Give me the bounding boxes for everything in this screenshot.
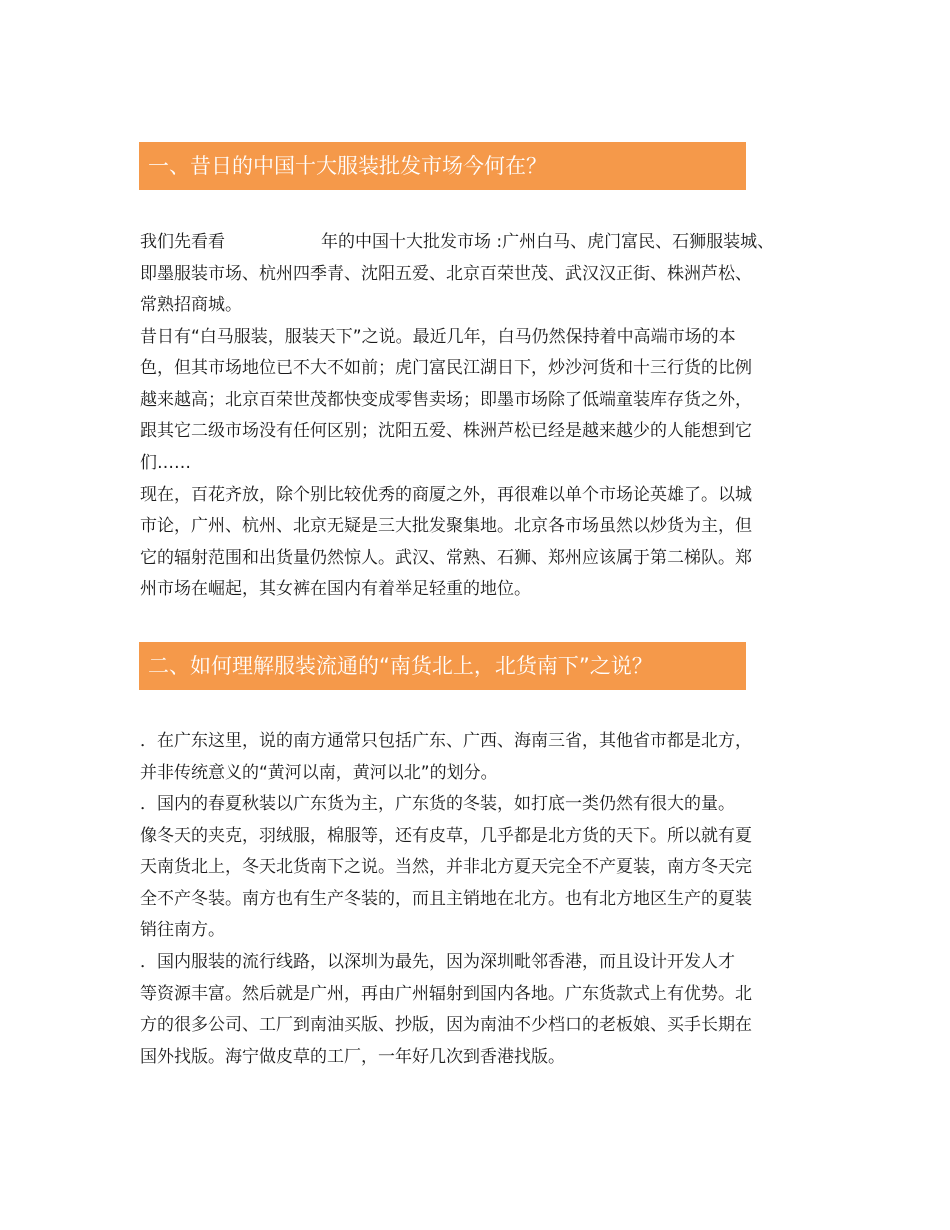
paragraph-line: 昔日有“白马服装，服装天下”之说。最近几年，白马仍然保持着中高端市场的本 (140, 327, 736, 347)
paragraph-line: ．国内的春夏秋装以广东货为主，广东货的冬装，如打底一类仍然有很大的量。 (140, 794, 735, 814)
paragraph-line: 常熟招商城。 (140, 295, 242, 315)
paragraph-line: 即墨服装市场、杭州四季青、沈阳五爱、北京百荣世茂、武汉汉正街、株洲芦松、 (140, 264, 752, 284)
paragraph-line: ．国内服装的流行线路，以深圳为最先，因为深圳毗邻香港，而且设计开发人才 (140, 952, 735, 972)
paragraph-line: 现在，百花齐放，除个别比较优秀的商厦之外，再很难以单个市场论英雄了。以城 (140, 485, 752, 505)
text-segment: 年的中国十大批发市场 :广州白马、虎门富民、石狮服装城、 (321, 232, 775, 252)
paragraph-line: ．在广东这里，说的南方通常只包括广东、广西、海南三省，其他省市都是北方， (140, 731, 752, 751)
paragraph-line: 州市场在崛起，其女裤在国内有着举足轻重的地位。 (140, 579, 531, 599)
paragraph-line: 天南货北上，冬天北货南下之说。当然，并非北方夏天完全不产夏装，南方冬天完 (140, 857, 752, 877)
paragraph-line: 跟其它二级市场没有任何区别；沈阳五爱、株洲芦松已经是越来越少的人能想到它 (140, 421, 752, 441)
paragraph-line: 并非传统意义的“黄河以南，黄河以北”的划分。 (140, 763, 498, 783)
section-heading-banner: 一、昔日的中国十大服装批发市场今何在？ (139, 142, 746, 190)
paragraph-line: 国外找版。海宁做皮草的工厂，一年好几次到香港找版。 (140, 1047, 565, 1067)
paragraph-line: 等资源丰富。然后就是广州，再由广州辐射到国内各地。广东货款式上有优势。北 (140, 984, 752, 1004)
paragraph-line: 色，但其市场地位已不大不如前；虎门富民江湖日下，炒沙河货和十三行货的比例 (140, 358, 752, 378)
paragraph-line (140, 230, 820, 254)
text-segment: 我们先看看 (140, 232, 225, 252)
paragraph-line: 它的辐射范围和出货量仍然惊人。武汉、常熟、石狮、郑州应该属于第二梯队。郑 (140, 548, 752, 568)
paragraph-line: 越来越高；北京百荣世茂都快变成零售卖场；即墨市场除了低端童装库存货之外， (140, 390, 752, 410)
paragraph-line: 销往南方。 (140, 920, 225, 940)
paragraph-line: 像冬天的夹克，羽绒服，棉服等，还有皮草，几乎都是北方货的天下。所以就有夏 (140, 826, 752, 846)
paragraph-line: 全不产冬装。南方也有生产冬装的，而且主销地在北方。也有北方地区生产的夏装 (140, 889, 752, 909)
section-heading-banner: 二、如何理解服装流通的“南货北上，北货南下”之说？ (139, 642, 746, 690)
paragraph-line: 市论，广州、杭州、北京无疑是三大批发聚集地。北京各市场虽然以炒货为主，但 (140, 516, 752, 536)
paragraph-line: 们…… (140, 453, 191, 473)
paragraph-line: 方的很多公司、工厂到南油买版、抄版，因为南油不少档口的老板娘、买手长期在 (140, 1015, 752, 1035)
